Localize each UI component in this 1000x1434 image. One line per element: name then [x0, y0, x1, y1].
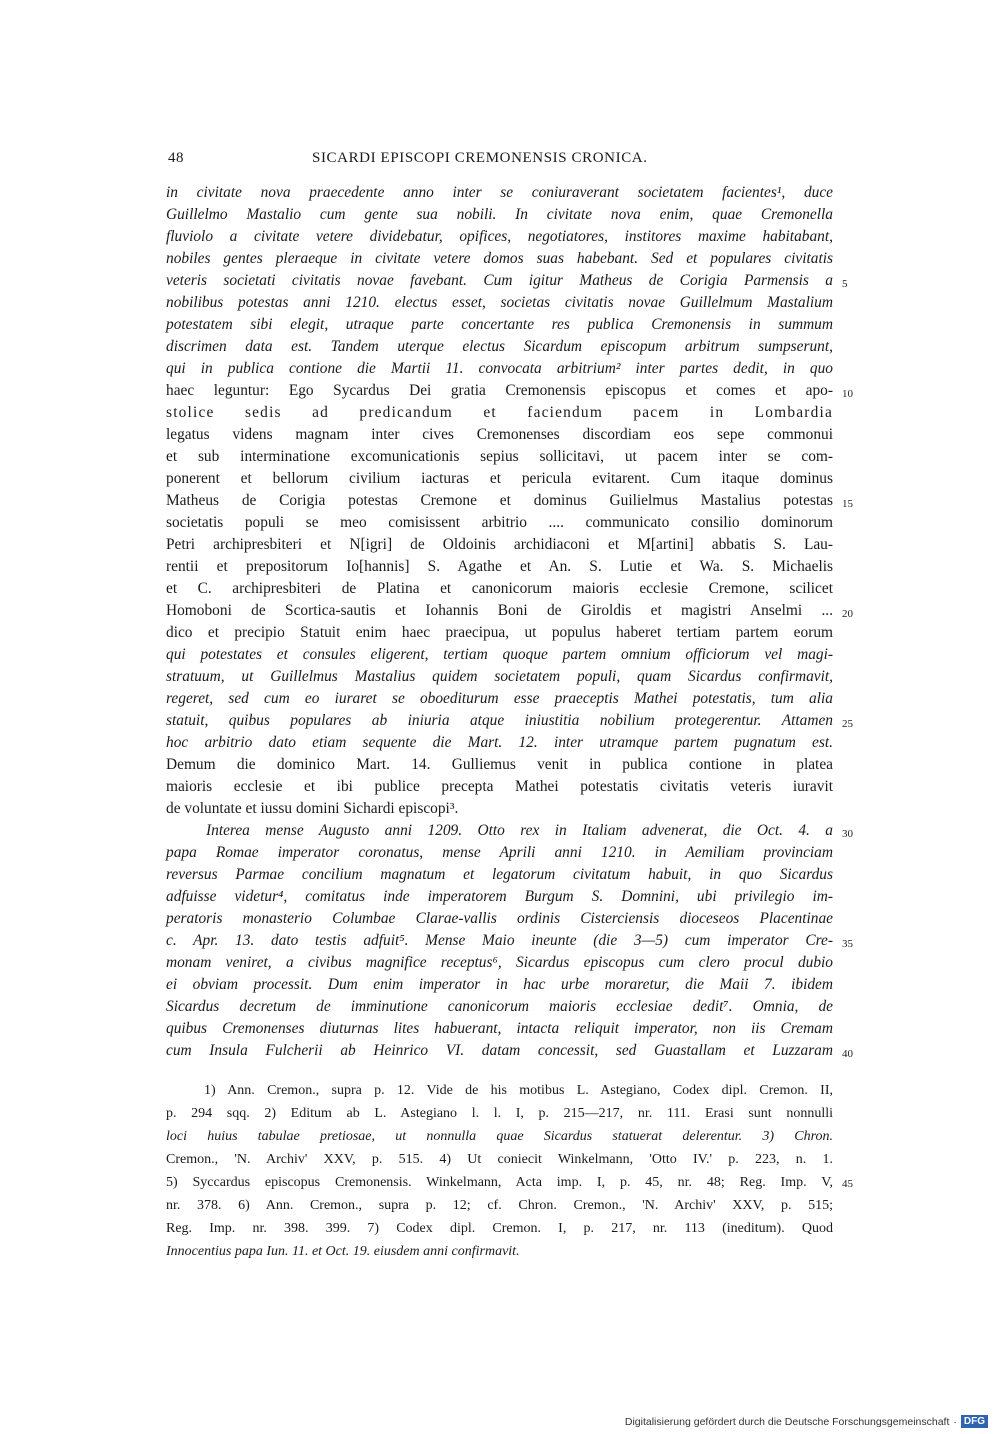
text-line: societatis populi se meo comisissent arbitrio .... communicato consilio dominorum	[166, 514, 833, 531]
text-line: legatus videns magnam inter cives Cremonenses discordiam eos sepe commonui	[166, 426, 833, 443]
text-line: Sicardus decretum de imminutione canonicorum maioris ecclesiae dedit⁷. Omnia, de	[166, 998, 833, 1015]
footnote-line: Cremon., 'N. Archiv' XXV, p. 515. 4) Ut coniecit Winkelmann, 'Otto IV.' p. 223, n. 1.	[166, 1152, 833, 1167]
text-line: quibus Cremonenses diuturnas lites habuerant, intacta reliquit imperator, non iis Cremam	[166, 1020, 833, 1037]
line-number: 25	[842, 718, 853, 730]
text-line: statuit, quibus populares ab iniuria atque iniustitia nobilium protegerentur. Attamen	[166, 712, 833, 729]
text-line: qui in publica contione die Martii 11. convocata arbitrium² inter partes dedit, in quo	[166, 360, 833, 377]
text-line: qui potestates et consules eligerent, tertiam quoque partem omnium officiorum vel magi-	[166, 646, 833, 663]
text-line: hoc arbitrio dato etiam sequente die Mart. 12. inter utramque partem pugnatum est.	[166, 734, 833, 751]
footnote-line: loci huius tabulae pretiosae, ut nonnulla quae Sicardus statuerat delerentur. 3) Chron.	[166, 1129, 833, 1144]
text-line: fluviolo a civitate vetere dividebatur, opifices, negotiatores, institores maxime habitabant,	[166, 228, 833, 245]
text-line: cum Insula Fulcherii ab Heinrico VI. datam concessit, sed Guastallam et Luzzaram	[166, 1042, 833, 1059]
footnote-line: Innocentius papa Iun. 11. et Oct. 19. eiusdem anni confirmavit.	[166, 1244, 520, 1259]
text-line: veteris societati civitatis novae favebant. Cum igitur Matheus de Corigia Parmensis a	[166, 272, 833, 289]
text-line: adfuisse videtur⁴, comitatus inde imperatorem Burgum S. Domnini, ubi privilegio im-	[166, 888, 833, 905]
text-line: de voluntate et iussu domini Sichardi episcopi³.	[166, 800, 459, 817]
text-line: maioris ecclesie et ibi publice precepta Mathei potestatis civitatis veteris iuravit	[166, 778, 833, 795]
text-line: peratoris monasterio Columbae Clarae-vallis ordinis Cisterciensis dioceseos Placentinae	[166, 910, 833, 927]
footnote-line: Reg. Imp. nr. 398. 399. 7) Codex dipl. Cremon. I, p. 217, nr. 113 (ineditum). Quod	[166, 1221, 833, 1236]
text-line: Homoboni de Scortica-sautis et Iohannis Boni de Giroldis et magistri Anselmi ...	[166, 602, 833, 619]
text-line: ei obviam processit. Dum enim imperator in hac urbe moraretur, die Maii 7. ibidem	[166, 976, 833, 993]
text-line: reversus Parmae concilium magnatum et legatorum civitatum habuit, in quo Sicardus	[166, 866, 833, 883]
line-number: 20	[842, 608, 853, 620]
footnote-line: p. 294 sqq. 2) Editum ab L. Astegiano l. l. I, p. 215—217, nr. 111. Erasi sunt nonnulli	[166, 1106, 833, 1121]
text-line: in civitate nova praecedente anno inter se coniuraverant societatem facientes¹, duce	[166, 184, 833, 201]
text-line: stratuum, ut Guillelmus Mastalius quidem societatem populi, quam Sicardus confirmavit,	[166, 668, 833, 685]
text-line: nobiles gentes pleraeque in civitate vetere domos suas habebant. Sed et populares civitatis	[166, 250, 833, 267]
text-line: potestatem sibi elegit, utraque parte concertante res publica Cremonensis in summum	[166, 316, 833, 333]
line-number: 35	[842, 938, 853, 950]
text-line: et sub interminatione excomunicationis sepius sollicitavi, ut pacem inter se com-	[166, 448, 833, 465]
footnote-line: 5) Syccardus episcopus Cremonensis. Winkelmann, Acta imp. I, p. 45, nr. 48; Reg. Imp. V,	[166, 1175, 833, 1190]
line-number: 40	[842, 1048, 853, 1060]
text-line: haec leguntur: Ego Sycardus Dei gratia Cremonensis episcopus et comes et apo-	[166, 382, 833, 399]
text-line: nobilibus potestas anni 1210. electus esset, societas civitatis novae Guillelmum Mastalium	[166, 294, 833, 311]
text-line: Demum die dominico Mart. 14. Gulliemus venit in publica contione in platea	[166, 756, 833, 773]
footnote-line: nr. 378. 6) Ann. Cremon., supra p. 12; cf. Chron. Cremon., 'N. Archiv' XXV, p. 515;	[166, 1198, 833, 1213]
text-line: Interea mense Augusto anni 1209. Otto rex in Italiam advenerat, die Oct. 4. a	[206, 822, 833, 839]
text-line: Guillelmo Mastalio cum gente sua nobili. In civitate nova enim, quae Cremonella	[166, 206, 833, 223]
footnote-line: 1) Ann. Cremon., supra p. 12. Vide de his motibus L. Astegiano, Codex dipl. Cremon. II,	[204, 1083, 833, 1098]
running-title: SICARDI EPISCOPI CREMONENSIS CRONICA.	[312, 150, 648, 166]
line-number: 45	[842, 1178, 853, 1190]
text-line: discrimen data est. Tandem uterque electus Sicardum episcopum arbitrum sumpserunt,	[166, 338, 833, 355]
text-line: rentii et prepositorum Io[hannis] S. Agathe et An. S. Lutie et Wa. S. Michaelis	[166, 558, 833, 575]
text-line: Matheus de Corigia potestas Cremone et dominus Guilielmus Mastalius potestas	[166, 492, 833, 509]
text-line: stolice sedis ad predicandum et faciendum pacem in Lombardia	[166, 404, 833, 421]
text-line: papa Romae imperator coronatus, mense Aprili anni 1210. in Aemiliam provinciam	[166, 844, 833, 861]
text-line: et C. archipresbiteri de Platina et canonicorum maioris ecclesie Cremone, scilicet	[166, 580, 833, 597]
line-number: 5	[842, 278, 848, 290]
text-line: regeret, sed cum eo iuraret se oboediturum esse praeceptis Mathei potestatis, tum alia	[166, 690, 833, 707]
digitization-credit: Digitalisierung gefördert durch die Deutsche Forschungsgemeinschaft · DFG	[625, 1415, 988, 1428]
dfg-logo: DFG	[961, 1415, 988, 1428]
text-line: ponerent et bellorum civilium iacturas et pericula evitarent. Cum itaque dominus	[166, 470, 833, 487]
text-line: dico et precipio Statuit enim haec praecipua, ut populus haberet tertiam partem eorum	[166, 624, 833, 641]
page-number: 48	[168, 150, 184, 166]
line-number: 10	[842, 388, 853, 400]
credit-text: Digitalisierung gefördert durch die Deutsche Forschungsgemeinschaft	[624, 1415, 950, 1428]
line-number: 30	[842, 828, 853, 840]
text-line: Petri archipresbiteri et N[igri] de Oldoinis archidiaconi et M[artini] abbatis S. Lau-	[166, 536, 833, 553]
text-line: c. Apr. 13. dato testis adfuit⁵. Mense Maio ineunte (die 3—5) cum imperator Cre-	[166, 932, 833, 949]
text-line: monam veniret, a civibus magnifice receptus⁶, Sicardus episcopus cum clero procul dubio	[166, 954, 833, 971]
line-number: 15	[842, 498, 853, 510]
